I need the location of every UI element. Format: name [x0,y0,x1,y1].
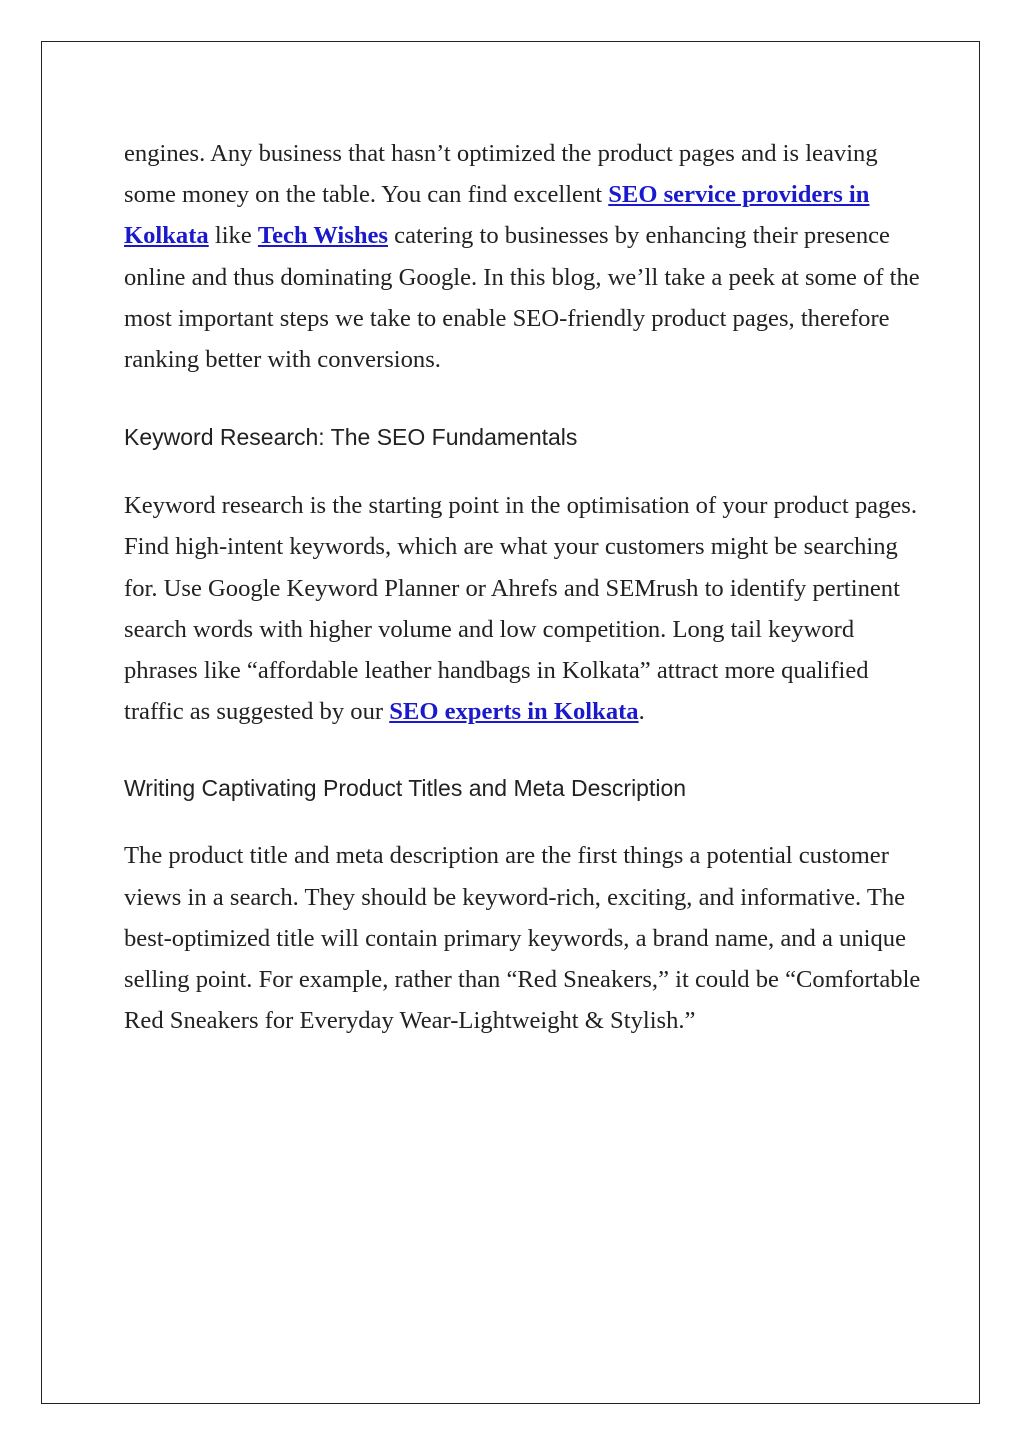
intro-text-part-2: like [208,222,258,250]
document-page [41,41,980,1404]
product-titles-heading: Writing Captivating Product Titles and Meta Description [124,775,687,802]
seo-experts-link[interactable]: SEO experts in Kolkata [389,698,639,726]
tech-wishes-link[interactable]: Tech Wishes [257,222,388,250]
product-titles-paragraph: The product title and meta description are the first things a potential customer views in a search. They should be keyword-rich, exciting, and informative. The best-optimized title will contain primary keywords, a brand name, and a unique selling point. For example, rather than “Red Sneakers,” it could be “Comfortable Red Sneakers for Everyday Wear-Lightweight & Stylish.” [124,842,921,1035]
intro-text-part-1: engines. Any business that hasn’t optimized the product pages and is leaving some money on the table. You can find excellent [124,140,878,209]
page-content [124,133,924,1041]
intro-text-part-3: catering to businesses by enhancing their presence online and thus dominating Google. In this blog, we’ll take a peek at some of the most important steps we take to enable SEO-friendly product pages, therefore ranking better with conversions. [124,222,920,374]
keyword-text-part-1: Keyword research is the starting point in the optimisation of your product pages. Find high-intent keywords, which are what your customers might be searching for. Use Google Keyword Planner or Ahrefs and SEMrush to identify pertinent search words with higher volume and low competition. Long tail keyword phrases like “affordable leather handbags in Kolkata” attract more qualified traffic as suggested by our [124,492,917,726]
keyword-research-paragraph [124,485,924,732]
keyword-text-part-2: . [638,698,645,726]
seo-service-providers-link[interactable]: SEO service providers in Kolkata [124,181,870,250]
intro-paragraph [124,133,924,380]
keyword-research-heading: Keyword Research: The SEO Fundamentals [124,424,578,451]
